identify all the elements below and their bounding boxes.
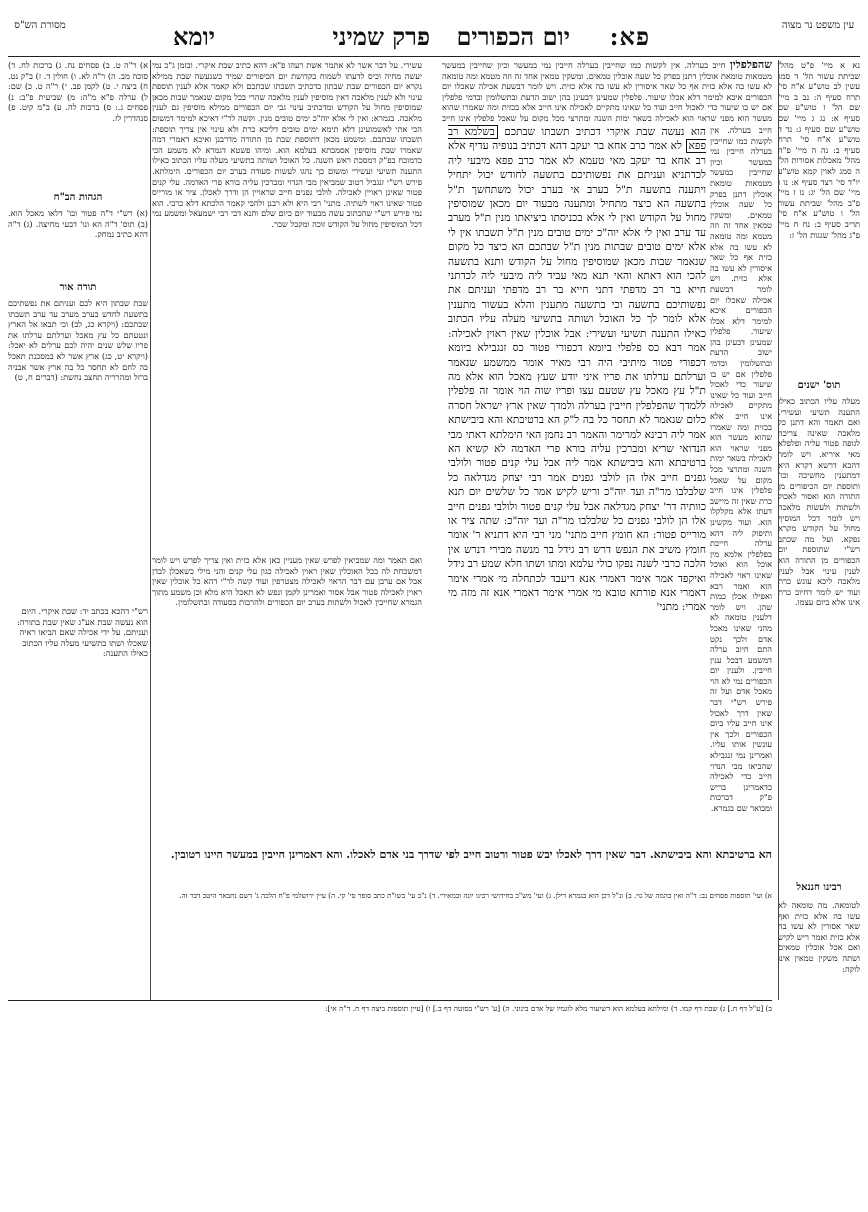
gemara-boxed-phrase: בשלמא רב פפא (448, 126, 706, 153)
tosafot-column (152, 60, 422, 550)
tosafot-continued (152, 555, 422, 845)
daf-number: פא: (609, 22, 650, 51)
running-title: יום הכפורים (456, 22, 570, 51)
footer-rule (8, 1000, 772, 1001)
header-rule (8, 56, 860, 57)
tosafot-bottom-text: ואם תאמר ומה שמביאין לפרש שאין מעניין כאן אלא כזית ואין צריך לפרש ויש לומר דמשכחת לה בכל האוכלין שאין ראוין לאכילה כגון עלי קנים והני מילי כשאכלן לבדן אבל אם ערבן עם דבר הראוי לאכילה מצטרפין ועוד קשה לר"י דהא כל אוכלין שאין ראוין לאכילה פטור אבל אסור ואמרינן לקמן ונפש לא תאכל היא מלא וכן משמע מתוך הגמרא שחייבין לאכול ולשתות בערב יום הכפורים ולהרבות בסעודה ובתשלומין. (152, 555, 422, 608)
gemara-mishna-marker: מתני' (656, 601, 679, 614)
torah-or-column (8, 298, 148, 598)
tosafot-yeshanim-column (778, 396, 860, 874)
ein-mishpat-text: נא א מיי' פ"ט מהל' שביתת עשור הל' ד סמג עשין לב טוש"ע א"ח סי' תרח סעיף ה: נב ב מיי' שם הל' ז טוש"ע שם סעיף א: נג ג מיי' שם טוש"ע שם סעיף ג: נד ד טוש"ע א"ח סי' תרח סעיף ב: נה ה מיי' פ"ה מהל' מאכלות אסורות הל' ה סמג לאוין קמא טוש"ע יו"ד סי' רצד סעיף א: נו ו מיי' שם הל' יג: נז ז מיי' פ"ב מהל' שביתת עשור הל' ו טוש"ע א"ח סי' תריב סעיף ב: נח ח מיי' פ"ג מהל' שגגות הל' ז: (778, 60, 860, 240)
tosafot-yeshanim-heading: תוס' ישנים (797, 380, 841, 391)
rabbeinu-chananel-heading: רבינו חננאל (796, 882, 842, 893)
closing-line-text: הא ברטיבתא והא ביבישתא. דבר שאין דרך לאכלו יבש פטור ורטוב חייב לפי שדרך בני אדם לאכלו. והא דאמרינן חייבין במעשר היינו רטובין. (170, 848, 772, 861)
footer-references-text: ב) [ע"ל דף ח.] ג) שבת דף קמו. ד) ומילתא בעלמא הוא דשיעור מלא לוגמיו של אדם בינוני. ה) [ע' רש"י בסוטה דף ב.] ו) [עיין תוספות ביצה דף ח. ד"ה אי]: (324, 1004, 772, 1013)
hagahot-habach-heading: הגהות הב"ח (53, 192, 103, 203)
mesorat-hashas-column (8, 60, 148, 186)
torah-or-heading: תורה אור (59, 282, 97, 293)
rashi-text: חייב בערלה. אין לקשות כמו שחייבין בערלה חייבין נמי במעשר וכיון שחייבין במעשר מטמאות טומאת אוכלין דתנן בפרק כל שעה אוכלין טמאים. ומשקין טמאין אחד זה וזה מטמא ומה טומאה לא עשו בה אלא כזית אף כל שאר איסורין לא עשו בה אלא כזית. ויש לומר דבשעת אכילה שאכלו יום הכפורים איכא למימר דלא אכלו שיעור. פלפלין שמעינן דבעינן בהן ישוב הדעת ובתשלומין ובדמי פלפלין אם יש בו שיעור כדי לאכול חייב ועוד כל שאינו מתקיים לאכילה אינו חייב אלא בכזית ומה שאמרו שהוא מעשר הוא מפני שראוי הוא לאכילה בשאר ימות השנה ומתרצי מכל מקום על שאכל פלפלין אינו חייב (442, 60, 772, 122)
ein-mishpat-column (778, 60, 860, 372)
column-divider (778, 60, 779, 1000)
tractate-title: יומא (173, 22, 216, 51)
mesorat-hashas-header: מסורת הש"ס (14, 20, 66, 31)
page-header (8, 8, 860, 54)
torah-or-text: שבת שבתון היא לכם ועניתם את נפשתיכם בתשעה לחדש בערב מערב עד ערב תשבתו שבתכם: (ויקרא כג, לב) וכי תבאו אל הארץ ונטעתם כל עץ מאכל וערלתם ערלתו את פריו שלש שנים יהיה לכם ערלים לא יאכל: (ויקרא יט, כג) ארץ אשר לא במסכנת תאכל בה לחם לא תחסר כל בה ארץ אשר אבניה ברזל ומהרריה תחצב נחשת: (דברים ח, ט) (8, 298, 148, 383)
hagahot-habach-column (8, 208, 148, 278)
footer-references (8, 1004, 772, 1013)
closing-line (8, 848, 772, 862)
margin-note (8, 606, 148, 836)
footnotes (8, 884, 772, 907)
hagahot-habach-text: (א) רש"י ד"ה פטור ובו' דלאו מאכל הוא. (ב) תוס' ד"ה הא ונו' דבעי מחיצה. (ג) ד"ה דהא כתיב נמחק. (8, 208, 148, 240)
rabbeinu-chananel-column (778, 900, 860, 1010)
rashi-side (710, 125, 772, 845)
footnotes-text: א) ועי' תוספות פסחים נב: ד"ה ואין בהמה של גוי. ב) ונ"ל דכן הוא בגמרא דילן. ג) ועי' מש"כ בחידושי רבינו יונה ובמאירי. ד) נ"ב עי' בשו"ת כתב סופר סי' קי. ה) עיין ירושלמי פ"ח הלכה ג' דשם נתבאר היטב דבר זה. (179, 891, 772, 901)
rabbeinu-chananel-text: לטומאה. מה טומאה לא עשו בה אלא כזית ואף שאר אסורין לא עשו בה אלא כזית ואמר ריש לקיש ואם אכל אוכלין טמאים ושתה משקין טמאין אינו לוקה: (778, 900, 860, 974)
tosafot-text: עשירי. על דבר אשר לא אתמר אשת רעהו פ"א: דהא כתיב שבת איקרי. ובזמן ג"כ נמי יעשה מחיה וכיס לדעתו לשמוח בקדושת יום הכיפורים שמיד כשנעשה שבת ממילא נקרא יום הכפורים שבת שבתון כדכתיב תשבתו שבתכם ולא קאמר אלא לענין תוספת עינוי ולא לענין מלאכה דאין מוסיפין לענין מלאכה שהרי בכל מקום שנאמר שבות מכאן שמוסיפין מחול על הקודש ומדכתיב עינוי גבי יום הכפורים ממילא מוסיפין גם לענין מלאכה. בגמרא: ואין לי אלא יוה"כ ימים טובים מנין. וקשה לר"י דאיכא למימר דמשום הכי אתי לאשמועינן דלא תימא ימים טובים דליכא כרת ולא עינוי אין צריך תוספת: תשבתו שבתכם. ומשמע מכאן דתוספת שבת מן התורה מדרבנן ואיכא דאמרי דמה שאמרו שבת מוסיפין אסמכתא בעלמא הוא. ומיהו פשטא דגמרא לא משמע הכי כדמוכח בפ"ק דמסכת ראש השנה. כל האוכל ושותה בתשיעי מעלה עליו הכתוב כאילו התענה תשיעי ועשירי ומשום כך נהגו לעשות סעודה בערב יום הכפורים. הימלתא. פירש רש"י זנגביל רטוב שמביאין מבי הנדוי ומברכין עליה בורא פרי האדמה. עלי קנים פטור שאינן ראויין לאכילה. לולבי גפנים חייב שראויין הן ודרך לאכלן. ציר או מורייס פטור שאינו ראוי לשתיה. מתני' רבי היא ולא רבנן ולהכי קאמר הלכתא דלא כרבי. הוא נמי פירש רש"י שהכתוב עשה מבעוד יום כיום שלם ותנא דבי רבי ישמעאל ומשמע נמי דכל המוסיפין מחול על הקודש זוכה ומקבל שכר. (152, 60, 422, 229)
gemara-text-start: הוא נעשה שבת איקרי דכתיב תשבתו שבתכם (504, 126, 706, 138)
chapter-title: פרק שמיני (332, 22, 430, 51)
ein-mishpat-header: עין משפט נר מצוה (781, 20, 855, 31)
mesorat-hashas-text: א) ר"ה ט. ב) פסחים נח. ג) ברכות לח. ד) סוכה מב. ה) ר"ה לא. ו) חולין ד. ז) ב"ק נט. ח) ביצה י. ט) לקמן פב. י) ר"ה ט. כ) שם: ל) ערלה פ"א מ"ה: מ) שביעית פ"ב: נ) פסחים ג.: ס) ברכות לה. ע) ב"מ קיט. פ) סנהדרין לז. (8, 60, 148, 123)
gemara-text-block (448, 125, 706, 845)
gemara-text-main: לא אמר כרב אחא בר יעקב דהא דכתיב בנופיה עדיף אלא רב אחא בר יעקב מאי טעמא לא אמר כרב פפא מיבעי ליה לכדתניא ועניתם את נפשותיכם בתשעה לחודש יכול יתחיל ויתענה בתשעה ת"ל בערב אי בערב יכול משתחשך ת"ל בתשעה הא כיצד מתחיל ומתענה מבעוד יום מכאן שמוסיפין מחול על הקודש ואין לי אלא בכניסתו ביציאתו מנין ת"ל מערב עד ערב ואין לי אלא יוה"כ ימים טובים מנין ת"ל תשבתו אין לי אלא ימים טובים שבתות מנין ת"ל שבתכם הא כיצד כל מקום שנאמר שבות מכאן שמוסיפין מחול על הקודש ותנא בתשעה להכי הוא דאתא והאי תנא מאי עביד ליה מיבעי ליה לכדתני חייא בר רב מדפתי דתני חייא בר רב מדפתי ועניתם את נפשותיכם בתשעה וכי בתשעה מתענין והלא בעשור מתענין אלא לומר לך כל האוכל ושותה בתשיעי מעלה עליו הכתוב כאילו התענה תשיעי ועשירי: אבל אוכלין שאין ראוין לאכילה: אמר רבא כס פלפלי ביומא דכפורי פטור כס זנגבילא ביומא דכפורי פטור מיתיבי היה רבי מאיר אומר ממשמע שנאמר וערלתם ערלתו את פריו איני יודע שעץ מאכל הוא אלא מה ת"ל עץ מאכל עץ שטעם עצו ופריו שוה הוי אומר זה פלפלין ללמדך שהפלפלין חייבין בערלה ולמדך שאין ארץ ישראל חסרה כלום שנאמר לא תחסר כל בה ל"ק הא ברטיבתא והא ביבישתא אמר ליה רבינא למרימר והאמר רב נחמן האי הימלתא דאתי מבי הנדואי שריא ומברכין עליה בורא פרי האדמה לא קשיא הא ברטיבתא והא ביבישתא אמר ליה אבל עלי קנים פטור ולולבי גפנים חייב אלו הן לולבי גפנים אמר רבי יצחק מגדלאה כל שלבלבו מר"ה ועד יוה"כ וריש לקיש אמר כל שלשים יום תנא כוותיה דר' יצחק מגדלאה אבל עלי קנים פטור ולולבי גפנים חייב אלו הן לולבי גפנים כל שלבלבו מר"ה ועד יוה"כ: שתה ציר או מורייס פטור: הא חומץ חייב מתני' מני רבי היא דתניא ר' אומר חומץ משיב את הנפש דרש רב גידל בר מנשה מבירי דנרש אין הלכה כרבי לשנה נפקו כולי עלמא ומתו ושתו חלא שמע רב גידל ואיקפד אמר אימר דאמרי אנא דיעבד לכתחלה מי אמרי אימר דאמרי אנא פורתא טובא מי אמרי אימר דאמרי אנא זה מזה מי אמרי: (448, 140, 706, 614)
rashi-side-text: חייב בערלה. אין לקשות כמו שחייבין בערלה חייבין נמי במעשר וכיון שחייבין במעשר מטמאות טומאת אוכלין דתנן בפרק כל שעה אוכלין טמאים. ומשקין טמאין אחד זה וזה מטמא ומה טומאה לא עשו בה אלא כזית אף כל שאר איסורין לא עשו בה אלא כזית. ויש לומר דבשעת אכילה שאכלו יום הכפורים איכא למימר דלא אכלו שיעור. פלפלין שמעינן דבעינן בהן ישוב הדעת ובתשלומין ובדמי פלפלין אם יש בו שיעור כדי לאכול חייב ועוד כל שאינו מתקיים לאכילה אינו חייב אלא בכזית ומה שאמרו שהוא מעשר הוא מפני שראוי הוא לאכילה בשאר ימות השנה ומתרצי מכל מקום על שאכל פלפלין אינו חייב כרת שאין זה מיישב דעתו אלא מקלקלו הוא. ועוד מקשינן ותיפוק ליה דהא ערלה חייבת בפלפלין אלמא מין אוכל הוא ואוכל שאינו ראוי לאכילה הוא ואמר רבא ואפילו אכלן כמות שהן. ויש לומר דלענין טומאה לא מהני שאינו מאכל אדם ולכך נקט התם חיוב ערלה דמשמע דבכל ענין חייבין. ולענין יום הכפורים נמי לא הוי מאכל אדם ועל זה פירש רש"י דבר שאין דרך לאכול אינו חייב עליו ביום הכפורים ולכך אין עונשין אותו עליו. ואמרינן נמי זנגבילא שהביאו מבי הנדוי חייב כדי לאכילה כדאמרינן בריש פ"ק דברכות ומבואר שם בגמרא. (710, 125, 772, 813)
tosafot-yeshanim-text: מעלה עליו הכתוב כאילו התענה תשיעי ועשירי. ואם תאמר והא דתנן כל מלאכה שאינה צריכה לגופה פטור עליה ופלפלא מאי איריא. ויש לומר דהכא דרשא דקרא היא דמתענין מחשיכה וכו' ותוספת יום הכיפורים מן התורה הוא ואסור לאכול ולשתות ולעשות מלאכה ויש לומר דכל המוסיף מחול על הקודש מקרא נפקא. ועל מה שכתב רש"י שתוספת יום הכפורים מן התורה הוא לענין עינוי אבל לענין מלאכה ליכא עונש כרת ועוד יש לומר דחיוב כרת אינו אלא ביום עצמו. (778, 396, 860, 608)
margin-note-text: רש"י דהכא בכתב יד: שבת איקרי. היום הוא נעשה שבת אע"ג שאין שבת בתורה: ועניתם. על ידי אכילה שאם הביאו ראיה שאכלו ושתו בתשיעי מעלה עליו הכתוב כאילו התענה: (16, 606, 148, 659)
rashi-dibur-hamatchil: שהפלפלין (729, 60, 772, 71)
rashi-top (442, 60, 772, 122)
